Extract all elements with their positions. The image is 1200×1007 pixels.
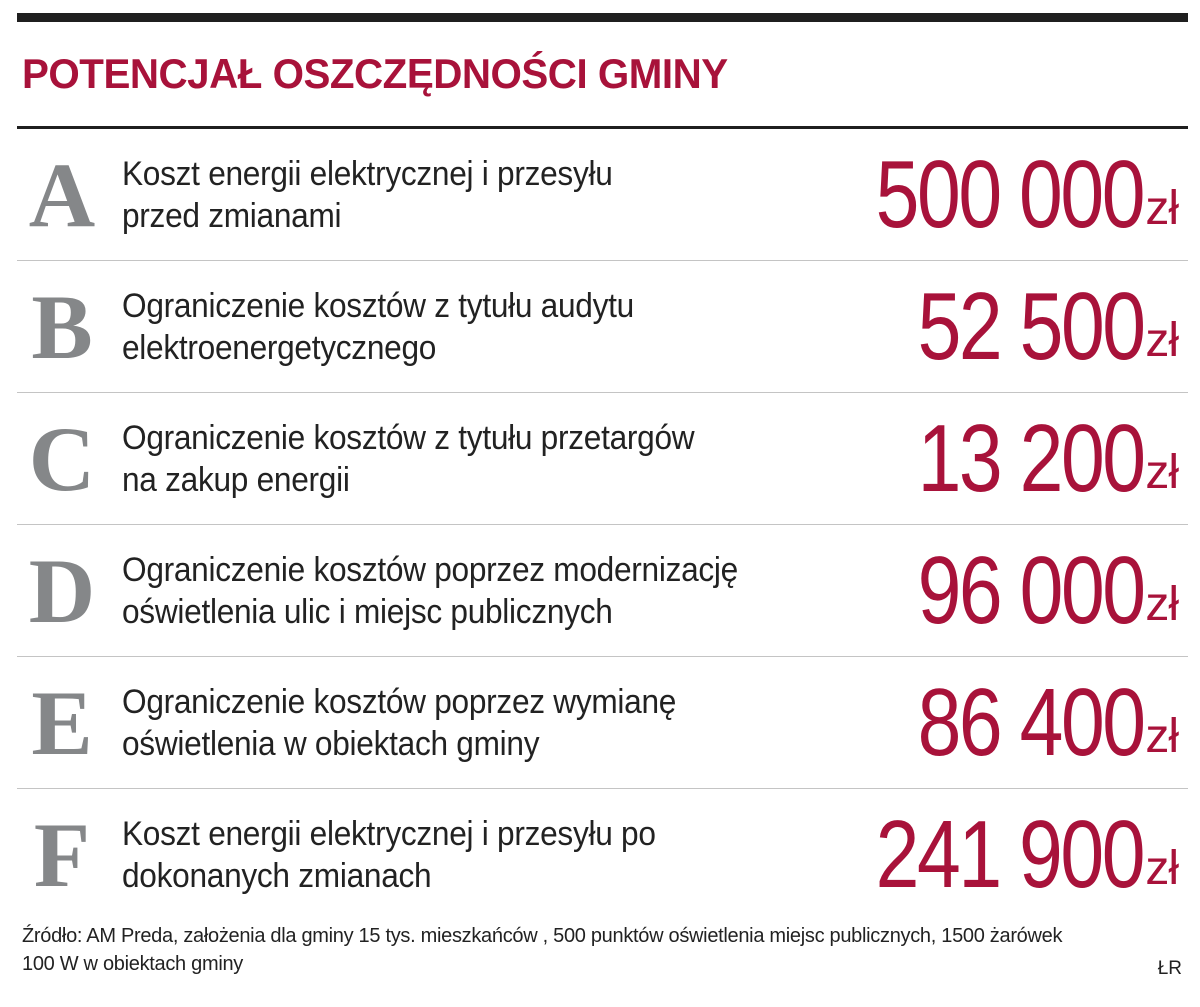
amount-value: 500 000 xyxy=(875,140,1144,248)
row-description: Ograniczenie kosztów z tytułu audytu elektroenergetycznego xyxy=(122,286,634,367)
row-amount xyxy=(817,129,1178,260)
row-description: Koszt energii elektrycznej i przesyłu po dokonanych zmianach xyxy=(122,815,656,895)
page-title: POTENCJAŁ OSZCZĘDNOŚCI GMINY xyxy=(22,50,728,97)
row-letter: B xyxy=(31,276,93,378)
row-description: Ograniczenie kosztów poprzez wymianę oświetlenia w obiektach gminy xyxy=(122,682,677,763)
currency-label: zł xyxy=(1145,181,1178,235)
row-amount xyxy=(868,657,1178,788)
currency-label: zł xyxy=(1145,577,1178,631)
amount-value: 13 200 xyxy=(917,404,1144,512)
top-rule xyxy=(17,13,1188,22)
author-credit: ŁR xyxy=(1157,958,1182,979)
table-row xyxy=(17,393,1188,525)
row-description: Ograniczenie kosztów z tytułu przetargów na zakup energii xyxy=(122,418,695,499)
row-description: Koszt energii elektrycznej i przesyłu przed zmianami xyxy=(122,154,613,235)
row-letter: A xyxy=(28,144,96,246)
amount-value: 96 000 xyxy=(917,536,1144,644)
row-letter: E xyxy=(31,672,93,774)
table-row xyxy=(17,129,1188,261)
amount-value: 86 400 xyxy=(917,668,1144,776)
table-row xyxy=(17,657,1188,789)
row-letter: C xyxy=(28,408,96,510)
row-description: Ograniczenie kosztów poprzez modernizację oświetlenia ulic i miejsc publicznych xyxy=(122,550,738,631)
row-amount xyxy=(817,789,1178,921)
currency-label: zł xyxy=(1145,445,1178,499)
table-row xyxy=(17,789,1188,921)
savings-table xyxy=(17,129,1188,921)
amount-value: 241 900 xyxy=(875,801,1144,908)
currency-label: zł xyxy=(1145,313,1178,367)
row-amount xyxy=(868,525,1178,656)
currency-label: zł xyxy=(1145,842,1178,895)
amount-value: 52 500 xyxy=(917,272,1144,380)
row-amount xyxy=(868,393,1178,524)
currency-label: zł xyxy=(1145,709,1178,763)
row-letter: D xyxy=(28,540,96,642)
table-row xyxy=(17,261,1188,393)
row-amount xyxy=(868,261,1178,392)
source-note: Źródło: AM Preda, założenia dla gminy 15 tys. mieszkańców , 500 punktów oświetlenia miejsc publicznych, 1500 żarówek 100 W w obiektach gminy xyxy=(22,925,1063,975)
table-row xyxy=(17,525,1188,657)
row-letter: F xyxy=(33,804,91,906)
